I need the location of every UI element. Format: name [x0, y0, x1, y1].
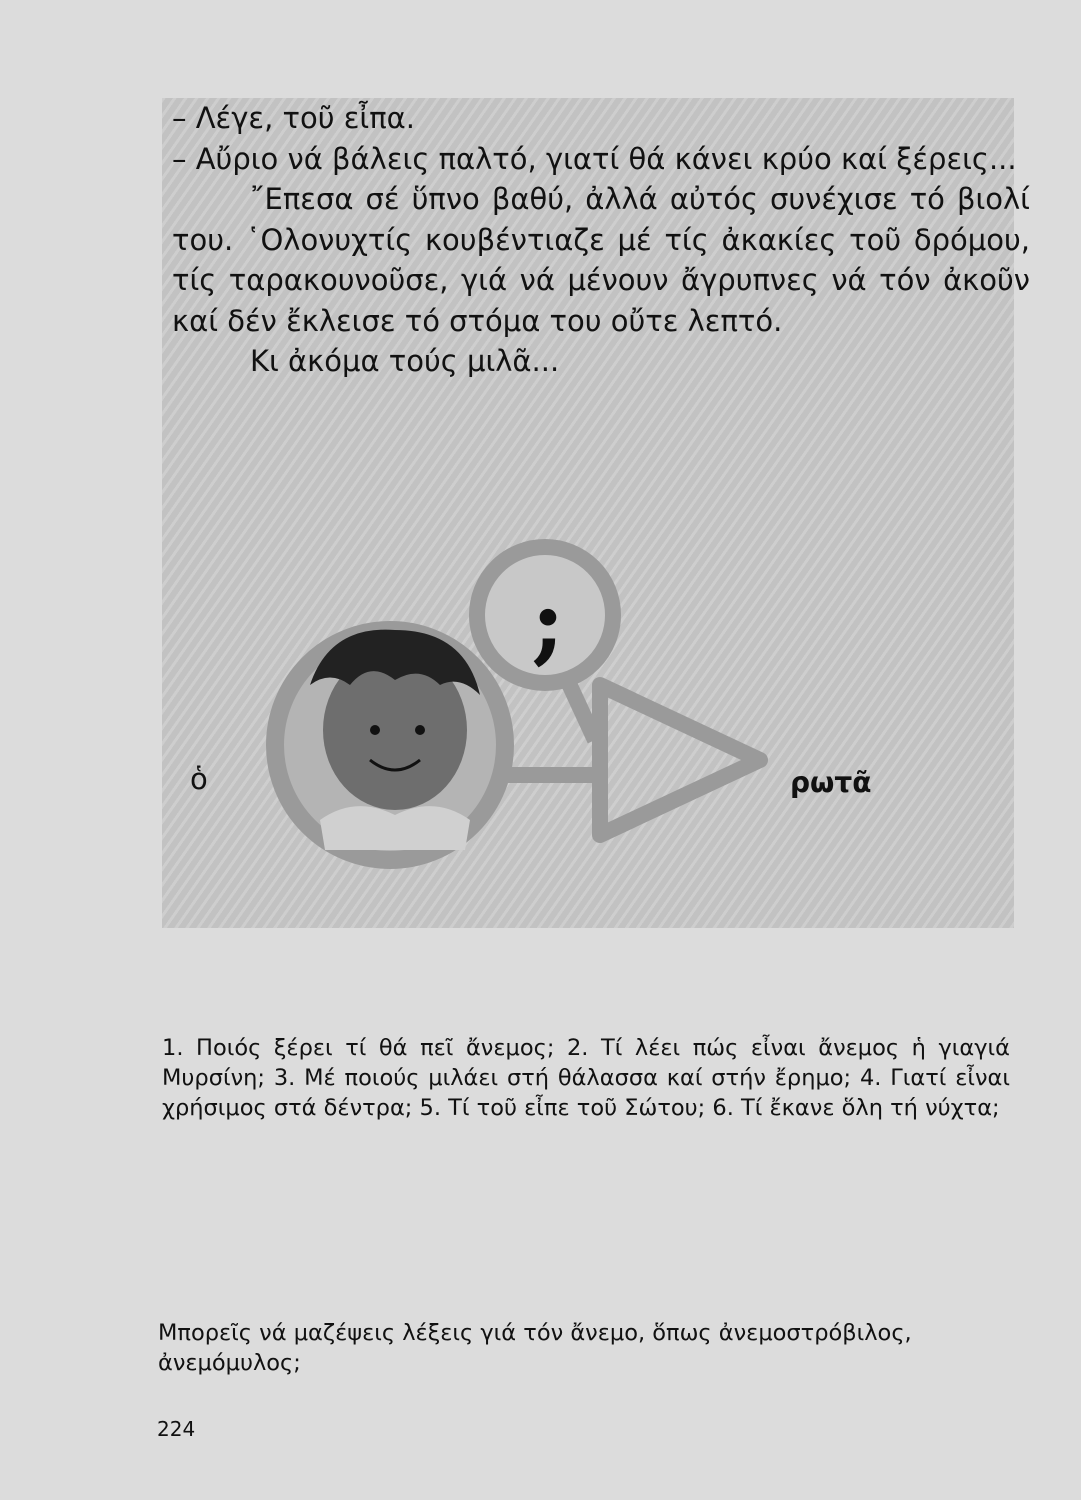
story-paragraph-1: ῎Επεσα σέ ὕπνο βαθύ, ἀλλά αὐτός συνέχισε τό βιολί του. ῾Ολονυχτίς κουβέντιαζε μέ τίς ἀκακίες τοῦ δρόμου, τίς ταρακουνοῦσε, γιά νά μένουν ἄγρυπνες νά τόν ἀκοῦν καί δέν ἔκλεισε τό στόμα του οὔτε λεπτό.: [172, 182, 1030, 338]
footer-prompt: Μπορεῖς νά μαζέψεις λέξεις γιά τόν ἄνεμο, ὅπως ἀνεμοστρόβιλος, ἀνεμόμυλος;: [158, 1320, 912, 1376]
story-paragraph-2: Κι ἀκόμα τούς μιλᾶ...: [250, 344, 560, 378]
question-mark: ;: [531, 569, 565, 675]
arrow-icon: [480, 685, 760, 835]
label-article: ὁ: [190, 762, 208, 796]
questions-list: 1. Ποιός ξέρει τί θά πεῖ ἄνεμος; 2. Τί λέει πώς εἶναι ἄνεμος ἡ γιαγιά Μυρσίνη; 3. Μέ ποιούς μιλάει στή θάλασσα καί στήν ἔρημο; 4. Γιατί εἶναι χρήσιμος στά δέντρα; 5. Τί τοῦ εἶπε τοῦ Σώτου; 6. Τί ἔκανε ὅλη τή νύχτα;: [162, 1035, 1010, 1121]
boy-face-icon: [275, 630, 505, 860]
question-illustration: [180, 535, 900, 925]
story-line-1: – Λέγε, τοῦ εἶπα.: [172, 101, 415, 135]
story-line-2: – Αὔριο νά βάλεις παλτό, γιατί θά κάνει κρύο καί ξέρεις...: [172, 141, 1017, 176]
label-verb: ρωτᾶ: [790, 766, 872, 799]
page-number: 224: [157, 1417, 196, 1441]
story-text: [172, 98, 1030, 382]
